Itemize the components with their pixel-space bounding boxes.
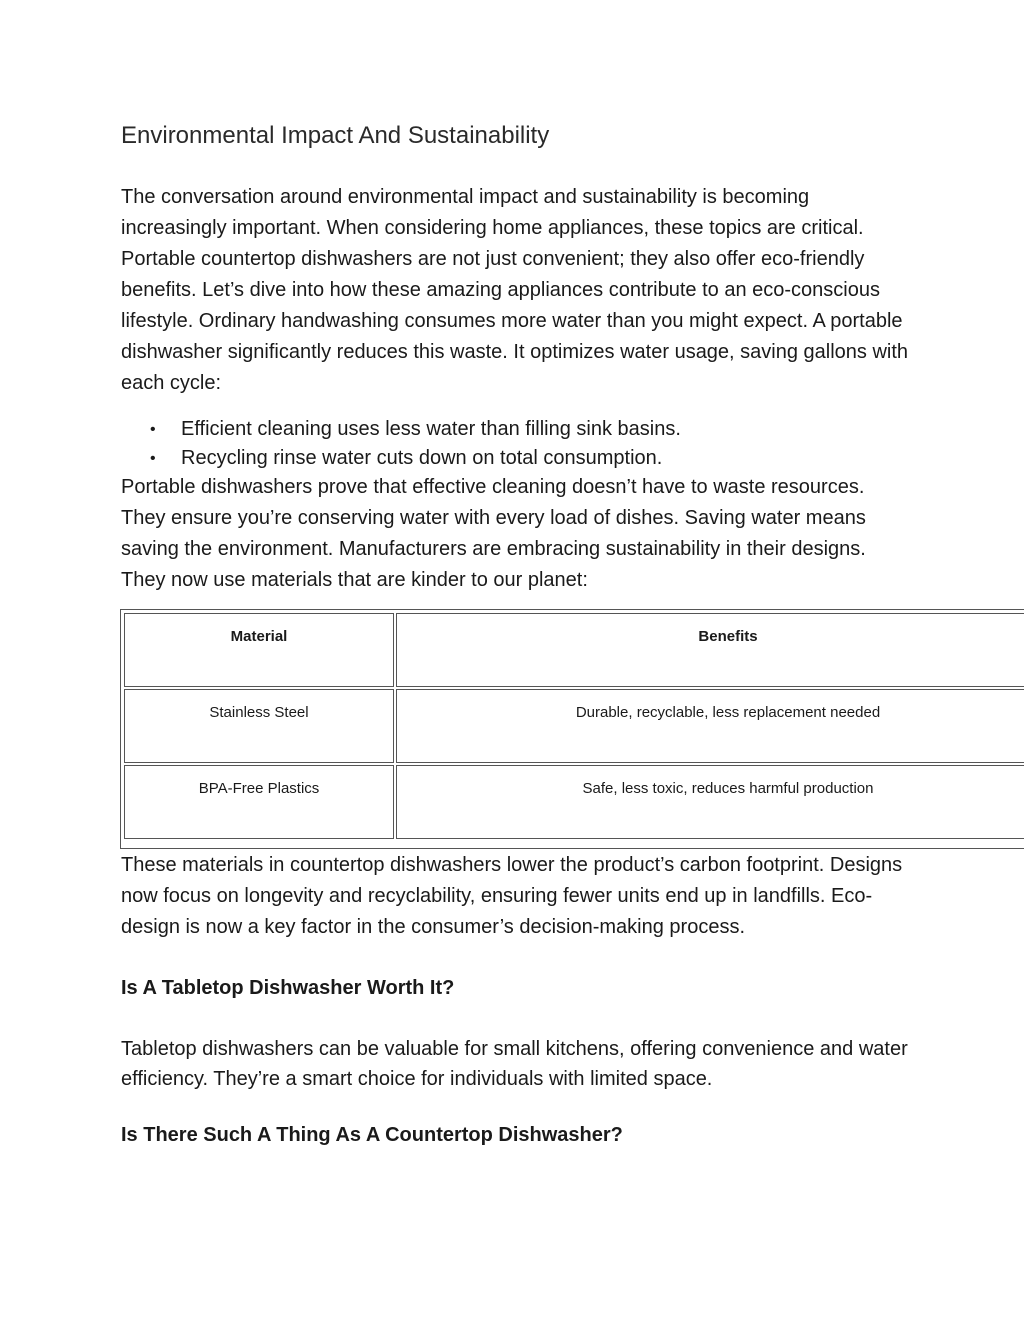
materials-table-frame (120, 609, 1024, 849)
faq-question-heading: Is There Such A Thing As A Countertop Dishwasher? (121, 1124, 623, 1146)
table-header-material: Material (124, 613, 394, 687)
section-heading: Environmental Impact And Sustainability (121, 122, 550, 149)
materials-intro-paragraph: Portable dishwashers prove that effective cleaning doesn’t have to waste resources. They ensure you’re conserving water with every load of dishes. Saving water means saving the environment. Manufacturers are embracing sustainability in their designs. They now use materials that are kinder to our planet: (121, 476, 866, 591)
intro-paragraph: The conversation around environmental impact and sustainability is becoming increasingly important. When considering home appliances, these topics are critical. Portable countertop dishwashers are not just convenient; they also offer eco-friendly benefits. Let’s dive into how these amazing appliances contribute to an eco-conscious lifestyle. Ordinary handwashing consumes more water than you might expect. A portable dishwasher significantly reduces this waste. It optimizes water usage, saving gallons with each cycle: (121, 186, 909, 394)
list-item: • Recycling rinse water cuts down on total consumption. (121, 444, 681, 473)
faq-question-heading: Is A Tabletop Dishwasher Worth It? (121, 977, 455, 999)
list-item: • Efficient cleaning uses less water than filling sink basins. (121, 415, 681, 444)
materials-table (122, 611, 1024, 841)
faq-answer-paragraph: Tabletop dishwashers can be valuable for small kitchens, offering convenience and water efficiency. They’re a smart choice for individuals with limited space. (121, 1038, 908, 1090)
table-cell: Stainless Steel (124, 689, 394, 763)
table-cell: Safe, less toxic, reduces harmful production (396, 765, 1024, 839)
table-header-benefits: Benefits (396, 613, 1024, 687)
bullet-list (121, 415, 681, 473)
table-row (124, 765, 1024, 839)
table-cell: Durable, recyclable, less replacement needed (396, 689, 1024, 763)
materials-summary-paragraph: These materials in countertop dishwashers lower the product’s carbon footprint. Designs now focus on longevity and recyclability, ensuring fewer units end up in landfills. Eco-design is now a key factor in the consumer’s decision-making process. (121, 854, 903, 938)
table-header-row (124, 613, 1024, 687)
table-row (124, 689, 1024, 763)
table-cell: BPA-Free Plastics (124, 765, 394, 839)
